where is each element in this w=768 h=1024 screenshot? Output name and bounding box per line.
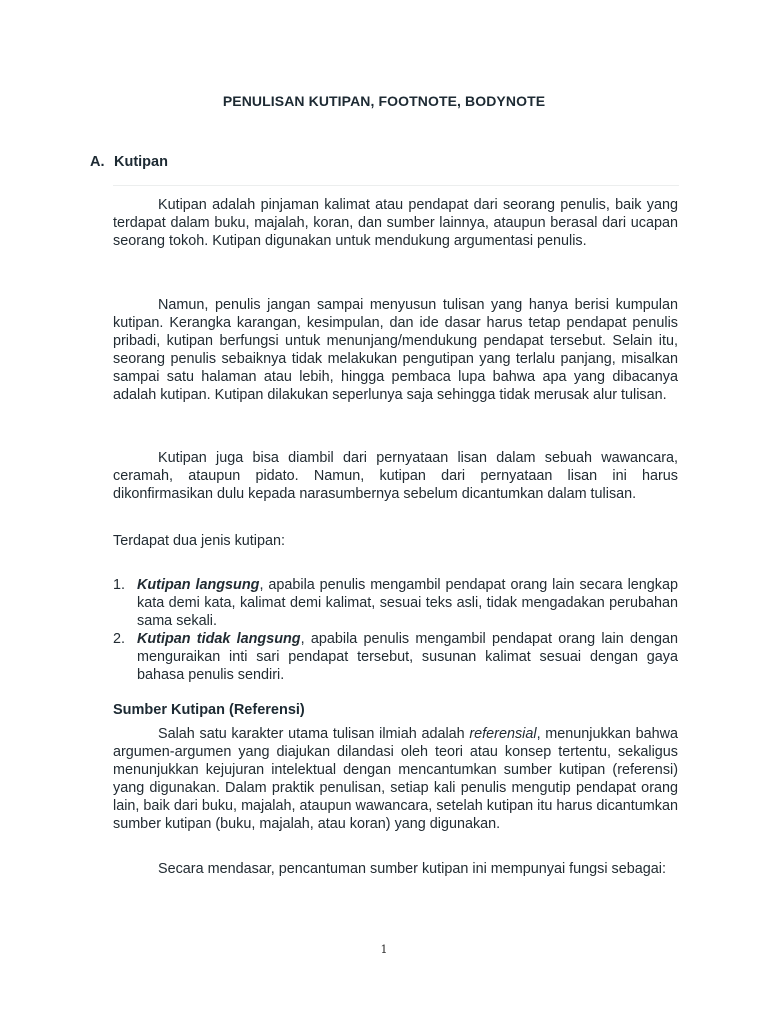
list-item-term: Kutipan langsung [137,577,260,593]
page-number: 1 [380,943,388,956]
section-heading-text: Kutipan [114,154,168,170]
section-heading-kutipan [90,154,168,170]
list-item-text: , apabila penulis mengambil pendapat orang lain secara lengkap kata demi kata, kalimat demi kalimat, sesuai teks asli, tidak mengadakan perubahan sama sekali. [137,577,679,629]
list-item-number: 2. [113,631,126,647]
list-item-number: 1. [113,577,126,593]
paragraph-caution: Namun, penulis jangan sampai menyusun tulisan yang hanya berisi kumpulan kutipan. Kerangka karangan, kesimpulan, dan ide dasar harus tetap pendapat penulis pribadi, kutipan berfungsi untuk menunjang/mendukung pendapat tersebut. Selain itu, seorang penulis sebaiknya tidak melakukan pengutipan yang terlalu panjang, misalkan sampai satu halaman atau lebih, hingga pembaca lupa bahwa apa yang dibacanya adalah kutipan. Kutipan dilakukan seperlunya saja sehingga tidak merusak alur tulisan. [113,297,678,403]
list-item-term: Kutipan tidak langsung [137,631,301,647]
paragraph-definition: Kutipan adalah pinjaman kalimat atau pendapat dari seorang penulis, baik yang terdapat dalam buku, majalah, koran, dan sumber lainnya, ataupun berasal dari ucapan seorang tokoh. Kutipan digunakan untuk mendukung argumentasi penulis. [113,197,678,249]
paragraph-referential [113,725,678,833]
section-letter: A. [90,154,105,170]
document-title: PENULISAN KUTIPAN, FOOTNOTE, BODYNOTE [222,93,546,109]
paragraph-function-intro: Secara mendasar, pencantuman sumber kutipan ini mempunyai fungsi sebagai: [158,861,666,877]
paragraph-oral-sources: Kutipan juga bisa diambil dari pernyataan lisan dalam sebuah wawancara, ceramah, ataupun pidato. Namun, kutipan dari pernyataan lisan ini harus dikonfirmasikan dulu kepada narasumbernya sebelum dicantumkan dalam tulisan. [113,450,678,502]
list-item [113,630,678,684]
list-item [113,576,678,630]
paragraph-types-intro: Terdapat dua jenis kutipan: [113,533,286,549]
paragraph-referential-emphasis: referensial [469,726,537,742]
paragraph-referential-start: Salah satu karakter utama tulisan ilmiah adalah [158,726,470,742]
subsection-heading: Sumber Kutipan (Referensi) [113,702,305,718]
paragraph-referential-end: , menunjukkan bahwa argumen-argumen yang diajukan dilandasi oleh teori atau konsep tertentu, sekaligus menunjukkan kejujuran intelektual dengan mencantumkan sumber kutipan (referensi) yang digunakan. Dalam praktik penulisan, setiap kali penulis mengutip pendapat orang lain, baik dari buku, majalah, ataupun wawancara, setelah kutipan itu harus dicantumkan sumber kutipan (buku, majalah, atau koran) yang digunakan. [113,726,679,832]
list-item-text: , apabila penulis mengambil pendapat orang lain dengan menguraikan inti sari pendapat tersebut, susunan kalimat sesuai dengan gaya bahasa penulis sendiri. [137,631,678,683]
section-divider [113,185,679,186]
